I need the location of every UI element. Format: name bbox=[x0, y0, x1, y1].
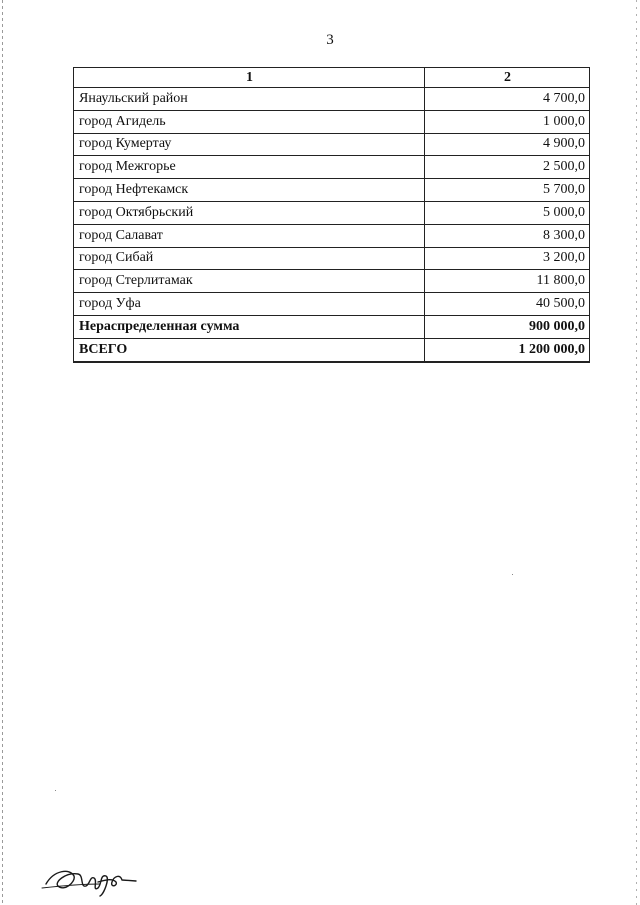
table-row bbox=[74, 133, 590, 156]
row-value: 4 900,0 bbox=[425, 133, 590, 156]
scan-speck bbox=[55, 790, 56, 791]
row-value: 900 000,0 bbox=[425, 315, 590, 338]
row-value: 4 700,0 bbox=[425, 88, 590, 111]
row-name: город Уфа bbox=[74, 293, 425, 316]
row-value: 1 000,0 bbox=[425, 110, 590, 133]
row-value: 2 500,0 bbox=[425, 156, 590, 179]
unallocated-row bbox=[74, 315, 590, 338]
allocation-table bbox=[73, 67, 590, 363]
table-row bbox=[74, 224, 590, 247]
row-name: город Межгорье bbox=[74, 156, 425, 179]
table-row bbox=[74, 156, 590, 179]
row-value: 8 300,0 bbox=[425, 224, 590, 247]
row-name: город Агидель bbox=[74, 110, 425, 133]
row-name: город Кумертау bbox=[74, 133, 425, 156]
row-name: город Стерлитамак bbox=[74, 270, 425, 293]
row-name: город Салават bbox=[74, 224, 425, 247]
column-header-2: 2 bbox=[425, 68, 590, 88]
row-value: 11 800,0 bbox=[425, 270, 590, 293]
table-row bbox=[74, 201, 590, 224]
row-name: город Октябрьский bbox=[74, 201, 425, 224]
scan-speck bbox=[512, 574, 513, 575]
row-name: город Нефтекамск bbox=[74, 179, 425, 202]
column-header-1: 1 bbox=[74, 68, 425, 88]
total-row bbox=[74, 338, 590, 361]
table-row bbox=[74, 88, 590, 111]
row-name: Янаульский район bbox=[74, 88, 425, 111]
scan-edge-right bbox=[636, 0, 637, 905]
table-row bbox=[74, 179, 590, 202]
table-row bbox=[74, 110, 590, 133]
row-name: город Сибай bbox=[74, 247, 425, 270]
row-name: ВСЕГО bbox=[74, 338, 425, 361]
row-value: 1 200 000,0 bbox=[425, 338, 590, 361]
row-value: 5 700,0 bbox=[425, 179, 590, 202]
row-value: 40 500,0 bbox=[425, 293, 590, 316]
row-value: 3 200,0 bbox=[425, 247, 590, 270]
table-header-row bbox=[74, 68, 590, 88]
page-number: 3 bbox=[326, 32, 334, 48]
row-value: 5 000,0 bbox=[425, 201, 590, 224]
table-row bbox=[74, 247, 590, 270]
handwritten-signature-icon bbox=[40, 862, 140, 898]
table-row bbox=[74, 270, 590, 293]
scan-edge-left bbox=[2, 0, 3, 905]
row-name: Нераспределенная сумма bbox=[74, 315, 425, 338]
table-row bbox=[74, 293, 590, 316]
